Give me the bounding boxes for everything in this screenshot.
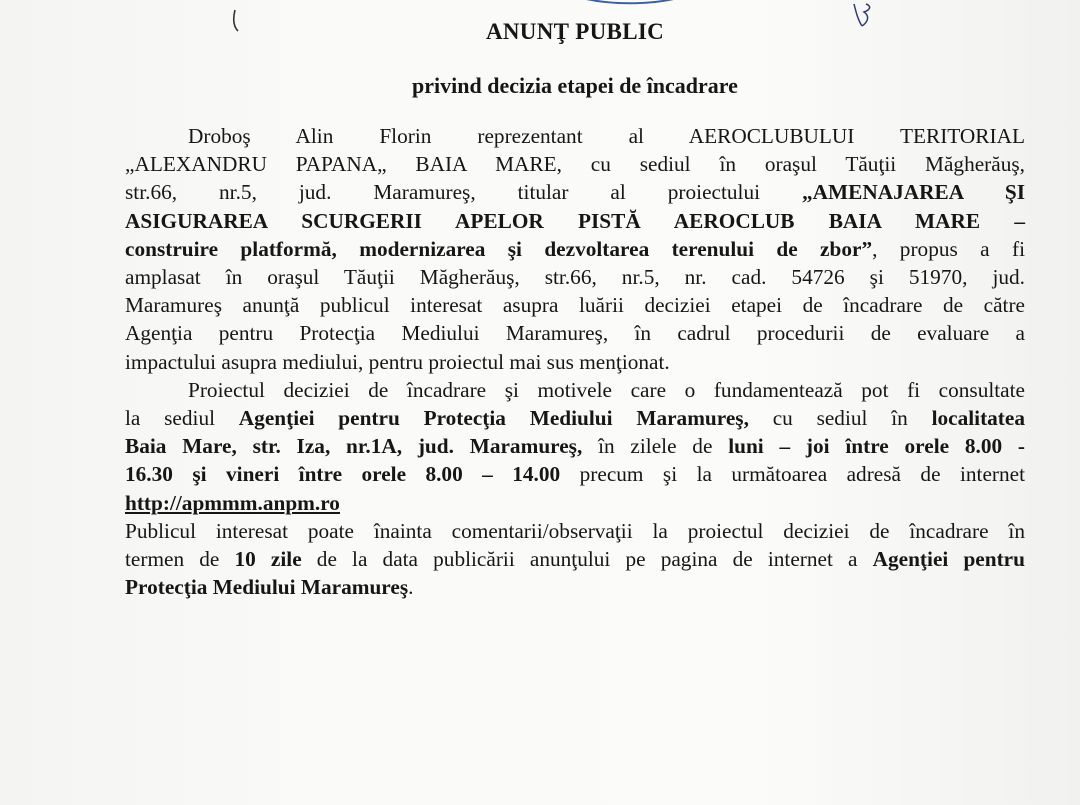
document-body bbox=[125, 122, 1025, 601]
document-subtitle: privind decizia etapei de încadrare bbox=[412, 73, 738, 98]
p2-agency-name: Agenţiei pentru Protecţia Mediului Maramureş, bbox=[238, 406, 749, 431]
paragraph-2 bbox=[125, 376, 1025, 517]
p1-line-8: Agenţia pentru Protecţia Mediului Maramureş, în cadrul procedurii de evaluare a bbox=[125, 321, 1025, 346]
p2-address: Baia Mare, str. Iza, nr.1A, jud. Maramureş, bbox=[125, 434, 583, 459]
p1-line-9: impactului asupra mediului, pentru proiectul mai sus menţionat. bbox=[125, 349, 670, 374]
p3-line-2-a: termen de bbox=[125, 547, 235, 572]
p3-line-1: Publicul interesat poate înainta comentarii/observaţii la proiectul deciziei de încadrare în bbox=[125, 518, 1025, 543]
p1-project-title-start: „AMENAJAREA ŞI bbox=[802, 180, 1026, 205]
document-title: ANUNŢ PUBLIC bbox=[485, 19, 665, 44]
p1-line-1: Droboş Alin Florin reprezentant al AEROCLUBULUI TERITORIAL bbox=[188, 124, 1025, 148]
p2-line-2-c: cu sediul în bbox=[748, 406, 932, 431]
p1-project-title-line: ASIGURAREA SCURGERII APELOR PISTĂ AEROCLUB BAIA MARE – bbox=[125, 208, 1025, 233]
website-link[interactable]: http://apmmm.anpm.ro bbox=[125, 490, 340, 515]
p1-line-3-text: str.66, nr.5, jud. Maramureş, titular al proiectului bbox=[125, 180, 802, 205]
p3-line-3 bbox=[125, 573, 1025, 601]
p3-term: 10 zile bbox=[234, 547, 302, 572]
p2-line-3-b: în zilele de bbox=[582, 434, 729, 459]
p1-project-title-end: construire platformă, modernizarea şi dezvoltarea terenului de zbor” bbox=[125, 236, 873, 261]
p3-agency-start: Agenţiei pentru bbox=[872, 547, 1025, 572]
p1-line-5 bbox=[125, 235, 1025, 263]
p3-line-2 bbox=[125, 545, 1025, 573]
p2-line-4 bbox=[125, 460, 1025, 488]
p1-line-5-text: , propus a fi bbox=[872, 236, 1025, 261]
p2-line-4-b: precum şi la următoarea adresă de internet bbox=[560, 462, 1026, 487]
p1-line-3 bbox=[125, 178, 1025, 206]
p3-period: . bbox=[408, 575, 414, 600]
p3-agency-end: Protecţia Mediului Maramureş bbox=[125, 575, 409, 600]
paragraph-1 bbox=[125, 122, 1025, 376]
p2-line-1: Proiectul deciziei de încadrare şi motivele care o fundamentează pot fi consultate bbox=[188, 377, 1025, 402]
p2-line-2-a: la sediul bbox=[125, 406, 239, 431]
paragraph-3 bbox=[125, 517, 1025, 602]
p2-line-2 bbox=[125, 404, 1025, 432]
p2-line-3 bbox=[125, 432, 1025, 460]
p2-days-hours: luni – joi între orele 8.00 - bbox=[728, 434, 1025, 459]
p1-line-2: „ALEXANDRU PAPANA„ BAIA MARE, cu sediul în oraşul Tăuţii Măgherăuş, bbox=[125, 152, 1025, 177]
p1-line-6: amplasat în oraşul Tăuţii Măgherăuş, str.66, nr.5, nr. cad. 54726 şi 51970, jud. bbox=[125, 265, 1025, 290]
stamp-edge-mark bbox=[580, 0, 680, 6]
p2-hours: 16.30 şi vineri între orele 8.00 – 14.00 bbox=[125, 462, 561, 487]
p2-locality: localitatea bbox=[931, 406, 1025, 431]
p1-line-7: Maramureş anunţă publicul interesat asupra luării deciziei etapei de încadrare de către bbox=[125, 293, 1025, 318]
p3-line-2-c: de la data publicării anunţului pe pagina de internet a bbox=[301, 547, 873, 572]
